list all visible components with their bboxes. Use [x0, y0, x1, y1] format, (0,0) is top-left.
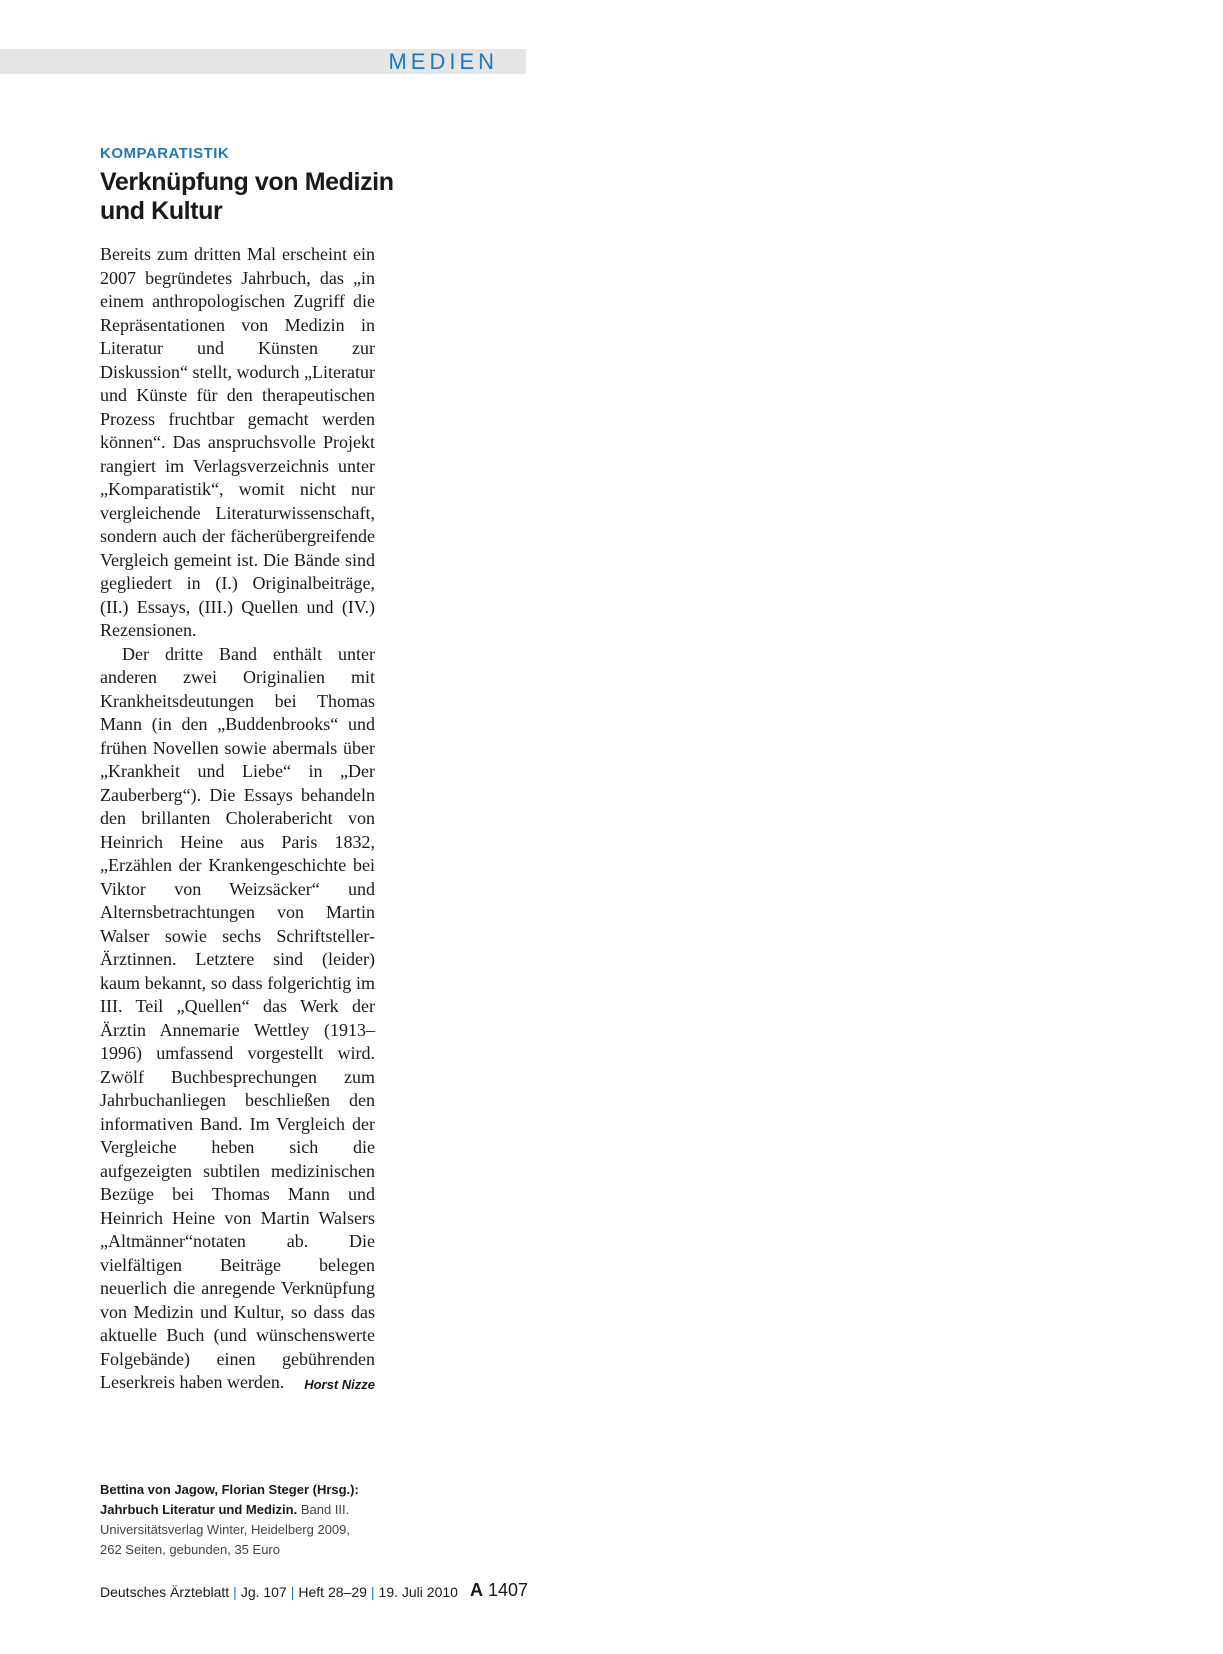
bibliography	[100, 1480, 375, 1560]
article-paragraph-2: Der dritte Band enthält unter anderen zwei Originalien mit Krankheitsdeutungen bei Thomas Mann (in den „Buddenbrooks“ und frühen Novellen sowie abermals über „Krankheit und Liebe“ in „Der Zauberberg“). Die Essays behandeln den brillanten Cholerabericht von Heinrich Heine aus Paris 1832, „Erzählen der Krankengeschichte bei Viktor von Weizsäcker“ und Alternsbetrachtungen von Martin Walser sowie sechs Schriftsteller-Ärztinnen. Letztere sind (leider) kaum bekannt, so dass folgerichtig im III. Teil „Quellen“ das Werk der Ärztin Annemarie Wettley (1913–1996) umfassend vorgestellt wird. Zwölf Buchbesprechungen zum Jahrbuchanliegen beschließen den informativen Band. Im Vergleich der Vergleiche heben sich die aufgezeigten subtilen medizinischen Bezüge bei Thomas Mann und Heinrich Heine von Martin Walsers „Altmänner“notaten ab. Die vielfältigen Beiträge belegen neuerlich die anregende Verknüpfung von Medizin und Kultur, so dass das aktuelle Buch (und wünschenswerte Folgebände) einen gebührenden Leserkreis haben werden.	[100, 643, 375, 1392]
footer-issue: Heft 28–29	[298, 1584, 367, 1600]
page-footer	[100, 1584, 530, 1600]
page-prefix: A	[470, 1580, 483, 1600]
footer-separator: |	[370, 1584, 375, 1600]
article-body	[100, 243, 375, 1396]
author-name: Horst Nizze	[304, 1376, 375, 1392]
section-header-bar	[0, 49, 526, 74]
kicker: KOMPARATISTIK	[100, 145, 230, 162]
headline: Verknüpfung von Medizin und Kultur	[100, 168, 394, 225]
page-number	[470, 1580, 528, 1601]
bib-title: Jahrbuch Literatur und Medizin.	[100, 1502, 298, 1517]
footer-date: 19. Juli 2010	[378, 1584, 458, 1600]
footer-volume: Jg. 107	[240, 1584, 287, 1600]
footer-journal: Deutsches Ärzteblatt	[100, 1584, 230, 1600]
footer-separator: |	[290, 1584, 295, 1600]
footer-separator: |	[233, 1584, 237, 1600]
page-value: 1407	[488, 1580, 529, 1600]
article-paragraph-1: Bereits zum dritten Mal erscheint ein 2007 begründetes Jahrbuch, das „in einem anthropologischen Zugriff die Repräsentationen von Medizin in Literatur und Künsten zur Diskussion“ stellt, wodurch „Literatur und Künste für den therapeutischen Prozess fruchtbar gemacht werden können“. Das anspruchsvolle Projekt rangiert im Verlagsverzeichnis unter „Komparatistik“, womit nicht nur vergleichende Literaturwissenschaft, sondern auch der fächerübergreifende Vergleich gemeint ist. Die Bände sind gegliedert in (I.) Originalbeiträge, (II.) Essays, (III.) Quellen und (IV.) Rezensionen.	[100, 244, 375, 640]
bib-editors: Bettina von Jagow, Florian Steger (Hrsg.):	[100, 1482, 359, 1497]
bib-details: Band III. Universitätsverlag Winter, Heidelberg 2009, 262 Seiten, gebunden, 35 Euro	[100, 1502, 351, 1557]
section-label: MEDIEN	[388, 49, 498, 74]
